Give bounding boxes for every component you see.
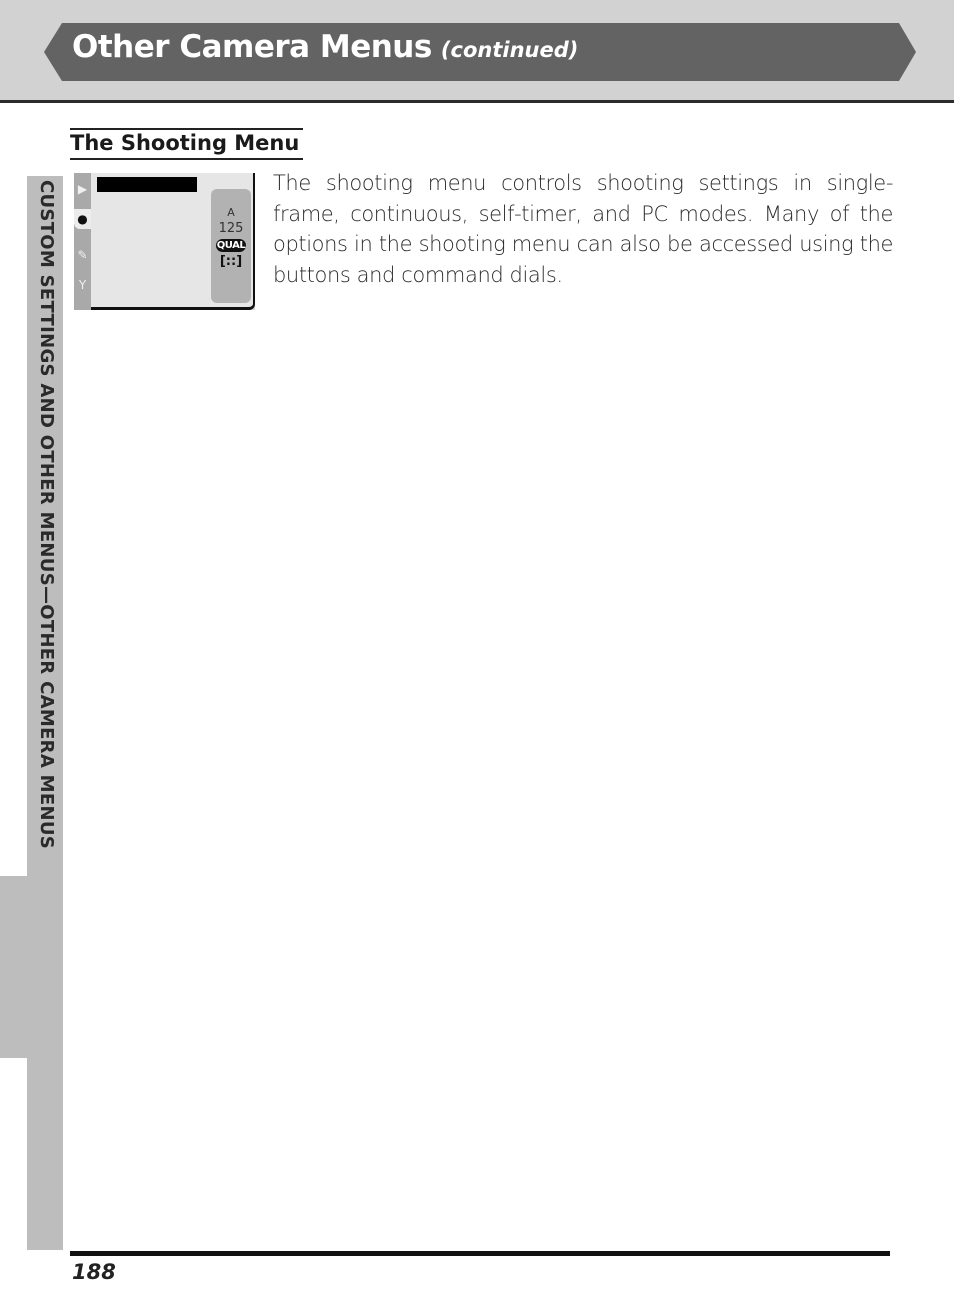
- camera-menu-illustration: [74, 173, 255, 310]
- camera-menu-titlebar: [97, 177, 197, 192]
- section-heading: The Shooting Menu: [70, 128, 303, 160]
- footer-rule: [70, 1251, 890, 1256]
- camera-info-column: [211, 189, 251, 303]
- page-number: 188: [72, 1260, 116, 1284]
- side-tab-label: CUSTOM SETTINGS AND OTHER MENUS—OTHER CAMERA MENUS: [36, 180, 57, 849]
- camera-menu-panel: [91, 173, 255, 310]
- section-body-text: The shooting menu controls shooting settings in single-frame, continuous, self-timer, and PC modes. Many of the options in the shooting menu can also be accessed using the buttons and command dials.: [273, 171, 893, 287]
- camera-icon: ●: [74, 209, 91, 229]
- exposure-mode: A: [227, 206, 235, 219]
- metering-icon: [::]: [219, 254, 243, 269]
- playback-icon: ▶: [77, 182, 88, 196]
- wrench-icon: Y: [78, 278, 87, 292]
- page-title-suffix: (continued): [440, 38, 579, 62]
- page-title: [72, 29, 578, 65]
- header-band: [0, 0, 954, 103]
- pencil-icon: ✎: [77, 248, 88, 262]
- camera-menu-tabs: [74, 173, 91, 310]
- shutter-speed: 125: [218, 221, 244, 236]
- page-title-main: Other Camera Menus: [72, 29, 432, 65]
- side-tab-marker: [0, 876, 27, 1058]
- quality-badge: QUAL: [216, 240, 246, 251]
